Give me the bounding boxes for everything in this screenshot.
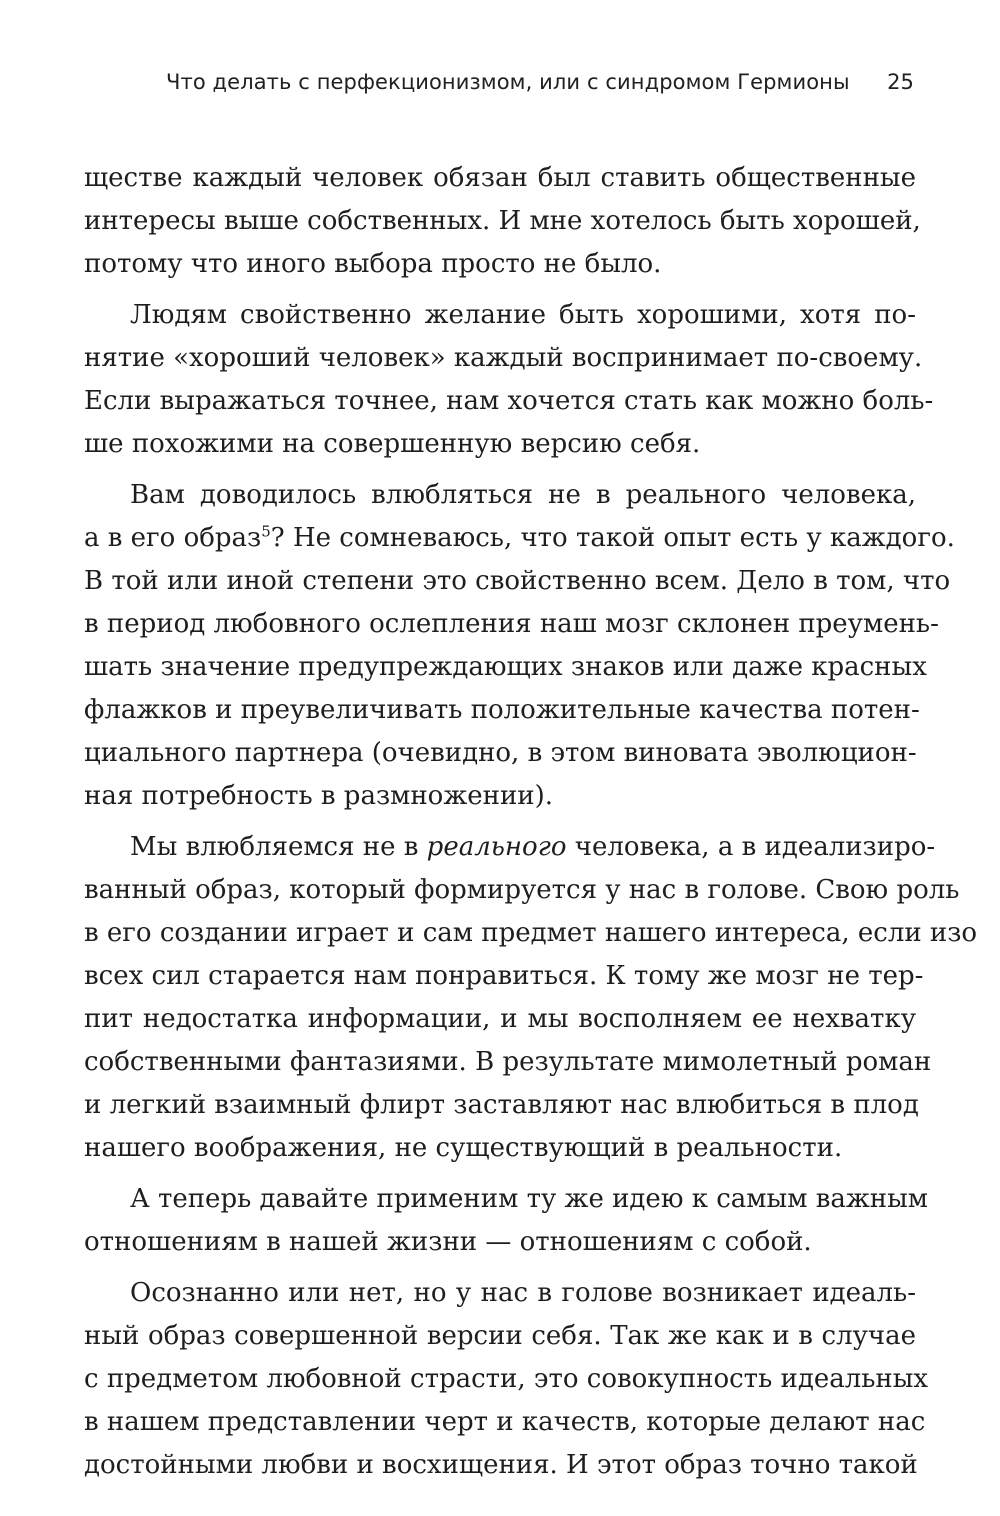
text-line: Людям свойственно желание быть хорошими, хотя по- bbox=[130, 300, 916, 330]
text-line: в период любовного ослепления наш мозг склонен преумень- bbox=[84, 609, 939, 639]
text-fragment: человека, а в идеализиро- bbox=[566, 832, 936, 862]
running-title: Что делать с перфекционизмом, или с синдромом Гермионы bbox=[166, 70, 850, 94]
text-line: Осознанно или нет, но у нас в голове возникает идеаль- bbox=[130, 1278, 916, 1308]
text-line bbox=[84, 826, 936, 869]
text-line: пит недостатка информации, и мы восполняем ее нехватку bbox=[84, 1004, 916, 1034]
text-line: и легкий взаимный флирт заставляют нас влюбиться в плод bbox=[84, 1090, 919, 1120]
text-line: нашего воображения, не существующий в реальности. bbox=[84, 1133, 843, 1163]
text-line bbox=[84, 517, 955, 560]
text-line: шать значение предупреждающих знаков или даже красных bbox=[84, 652, 927, 682]
paragraph-6 bbox=[84, 1272, 929, 1487]
text-line: нятие «хороший человек» каждый воспринимает по-своему. bbox=[84, 343, 923, 373]
text-line: с предметом любовной страсти, это совокупность идеальных bbox=[84, 1364, 929, 1394]
text-line: флажков и преувеличивать положительные качества потен- bbox=[84, 695, 920, 725]
text-line: в нашем представлении черт и качеств, которые делают нас bbox=[84, 1407, 926, 1437]
text-fragment: ? Не сомневаюсь, что такой опыт есть у каждого. bbox=[270, 523, 955, 553]
text-line: ществе каждый человек обязан был ставить общественные bbox=[84, 163, 916, 193]
page-number: 25 bbox=[887, 70, 914, 94]
text-fragment: а в его образ bbox=[84, 523, 262, 553]
text-line: циального партнера (очевидно, в этом виновата эволюцион- bbox=[84, 738, 917, 768]
text-line: отношениям в нашей жизни — отношениям с собой. bbox=[84, 1227, 812, 1257]
paragraph-3 bbox=[84, 474, 955, 818]
body-text bbox=[84, 157, 978, 1495]
text-line: собственными фантазиями. В результате мимолетный роман bbox=[84, 1047, 932, 1077]
text-line: потому что иного выбора просто не было. bbox=[84, 249, 662, 279]
footnote-reference[interactable]: 5 bbox=[261, 522, 271, 541]
text-line: достойными любви и восхищения. И этот образ точно такой bbox=[84, 1450, 918, 1480]
text-line: А теперь давайте применим ту же идею к самым важным bbox=[130, 1184, 929, 1214]
text-line: Вам доводилось влюбляться не в реального человека, bbox=[130, 480, 916, 510]
text-line: ванный образ, который формируется у нас в голове. Свою роль bbox=[84, 875, 960, 905]
text-line: ная потребность в размножении). bbox=[84, 781, 554, 811]
paragraph-4 bbox=[84, 826, 978, 1170]
text-line: в его создании играет и сам предмет нашего интереса, если изо bbox=[84, 918, 978, 948]
text-line: интересы выше собственных. И мне хотелось быть хорошей, bbox=[84, 206, 921, 236]
paragraph-1 bbox=[84, 157, 921, 286]
text-line: Если выражаться точнее, нам хочется стать как можно боль- bbox=[84, 386, 934, 416]
text-line: В той или иной степени это свойственно всем. Дело в том, что bbox=[84, 566, 951, 596]
text-line: ше похожими на совершенную версию себя. bbox=[84, 429, 701, 459]
emphasis-text: реального bbox=[426, 832, 567, 862]
running-head bbox=[166, 70, 914, 94]
paragraph-5 bbox=[84, 1178, 929, 1264]
text-fragment: Мы влюбляемся не в bbox=[130, 832, 427, 862]
text-line: всех сил старается нам понравиться. К тому же мозг не тер- bbox=[84, 961, 924, 991]
paragraph-2 bbox=[84, 294, 934, 466]
text-line: ный образ совершенной версии себя. Так же как и в случае bbox=[84, 1321, 916, 1351]
